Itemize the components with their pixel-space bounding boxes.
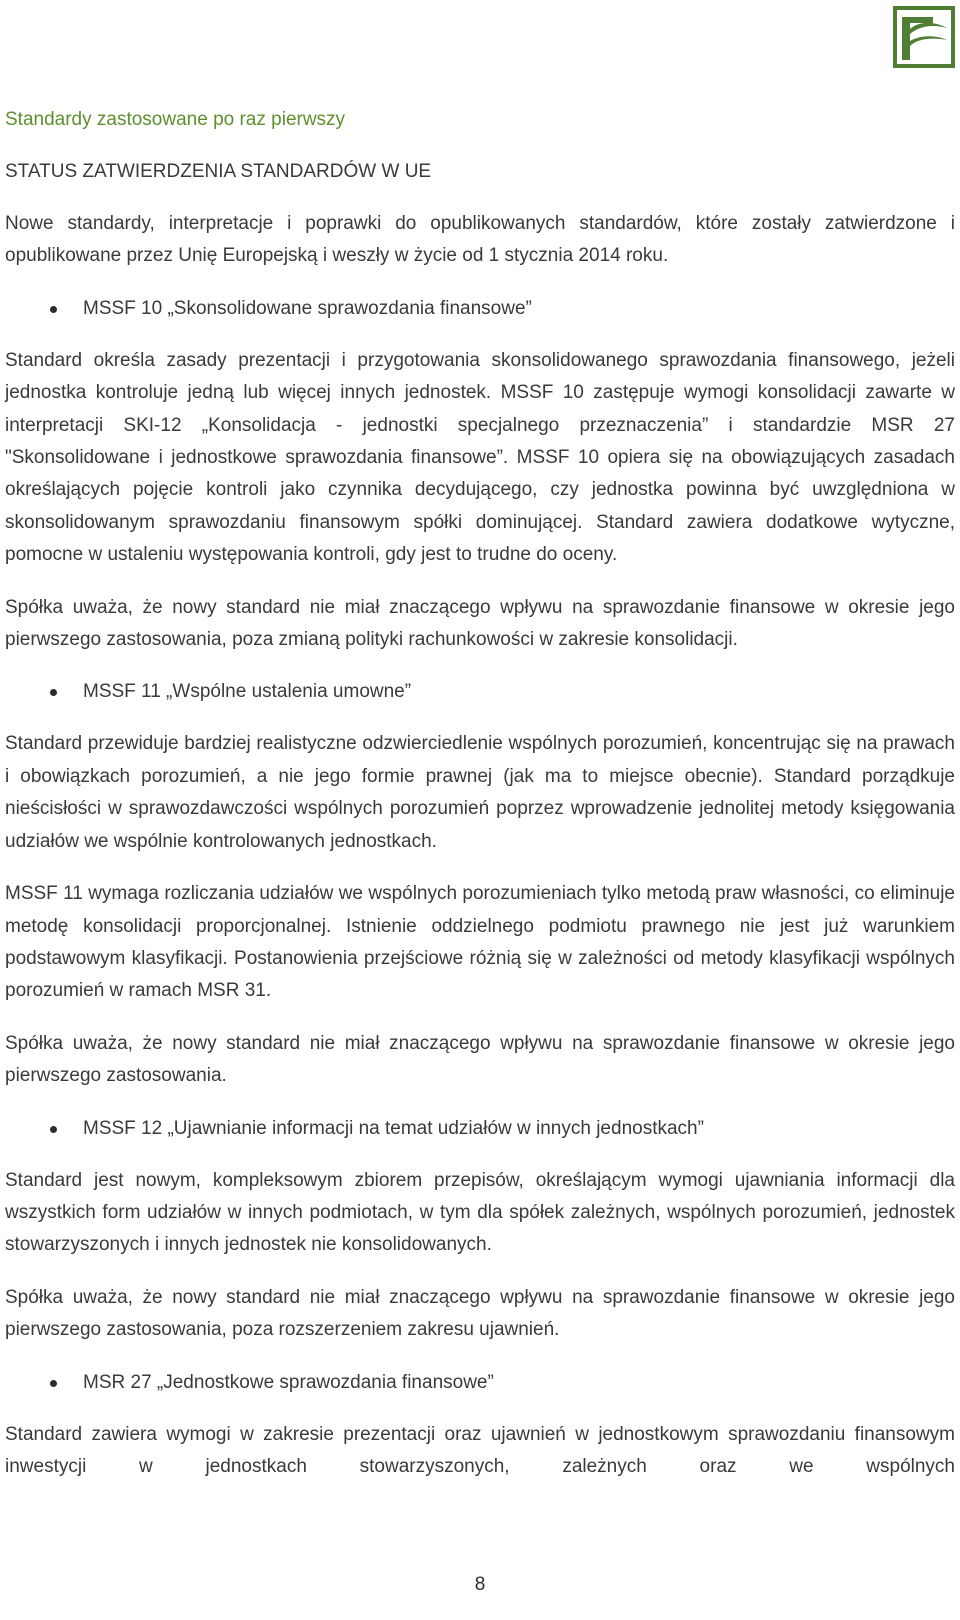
bullet-item-mssf11 [5,676,955,708]
bullet-icon [50,689,57,696]
paragraph: Spółka uważa, że nowy standard nie miał znaczącego wpływu na sprawozdanie finansowe w okresie jego pierwszego zastosowania. [5,1032,955,1087]
intro-paragraph: Nowe standardy, interpretacje i poprawki do opublikowanych standardów, które zostały zatwierdzone i opublikowane przez Unię Europejską i weszły w życie od 1 stycznia 2014 roku. [5,213,955,267]
bullet-icon [50,1126,57,1133]
bullet-icon [50,1380,57,1387]
bullet-label: MSSF 11 „Wspólne ustalenia umowne” [83,681,412,703]
bullet-label: MSR 27 „Jednostkowe sprawozdania finansowe” [83,1371,494,1393]
section-heading: Standardy zastosowane po raz pierwszy [5,109,346,130]
document-body [5,104,955,1503]
bullet-item-msr27 [5,1367,955,1399]
company-logo-icon [893,6,955,68]
paragraph: Spółka uważa, że nowy standard nie miał znaczącego wpływu na sprawozdanie finansowe w okresie jego pierwszego zastosowania, poza rozszerzeniem zakresu ujawnień. [5,1286,955,1341]
status-title: STATUS ZATWIERDZENIA STANDARDÓW W UE [5,161,432,182]
paragraph: Standard przewiduje bardziej realistyczne odzwierciedlenie wspólnych porozumień, koncentrując się na prawach i obowiązkach porozumień, a nie jego formie prawnej (jak ma to miejsce obecnie). Standard porządkuje nieścisłości w sprawozdawczości wspólnych porozumień poprzez wprowadzenie jednolitej metody księgowania udziałów we wspólnie kontrolowanych jednostkach. [5,733,955,852]
bullet-item-mssf10 [5,293,955,325]
bullet-icon [50,306,57,313]
paragraph: Standard określa zasady prezentacji i przygotowania skonsolidowanego sprawozdania finansowego, jeżeli jednostka kontroluje jedną lub więcej innych jednostek. MSSF 10 zastępuje wymogi konsolidacji zawarte w interpretacji SKI-12 „Konsolidacja - jednostki specjalnego przeznaczenia” i standardzie MSR 27 "Skonsolidowane i jednostkowe sprawozdania finansowe”. MSSF 10 opiera się na obowiązujących zasadach określających pojęcie kontroli jako czynnika decydującego, czy jednostka powinna być uwzględniona w skonsolidowanym sprawozdaniu finansowym spółki dominującej. Standard zawiera dodatkowe wytyczne, pomocne w ustaleniu występowania kontroli, gdy jest to trudne do oceny. [5,349,955,566]
bullet-item-mssf12 [5,1113,955,1145]
paragraph: Spółka uważa, że nowy standard nie miał znaczącego wpływu na sprawozdanie finansowe w okresie jego pierwszego zastosowania, poza zmianą polityki rachunkowości w zakresie konsolidacji. [5,596,955,651]
bullet-label: MSSF 12 „Ujawnianie informacji na temat udziałów w innych jednostkach” [83,1117,704,1139]
paragraph: Standard zawiera wymogi w zakresie prezentacji oraz ujawnień w jednostkowym sprawozdaniu finansowym inwestycji w jednostkach stowarzyszonych, zależnych oraz we wspólnych [5,1423,955,1477]
page-number: 8 [474,1574,486,1595]
paragraph: MSSF 11 wymaga rozliczania udziałów we wspólnych porozumieniach tylko metodą praw własności, co eliminuje metodę konsolidacji proporcjonalnej. Istnienie oddzielnego podmiotu prawnego nie jest już warunkiem podstawowym klasyfikacji. Postanowienia przejściowe różnią się w zależności od metody klasyfikacji wspólnych porozumień w ramach MSR 31. [5,883,955,1002]
paragraph: Standard jest nowym, kompleksowym zbiorem przepisów, określającym wymogi ujawniania informacji dla wszystkich form udziałów w innych podmiotach, w tym dla spółek zależnych, wspólnych porozumień, jednostek stowarzyszonych i innych jednostek nie konsolidowanych. [5,1169,955,1256]
bullet-label: MSSF 10 „Skonsolidowane sprawozdania finansowe” [83,297,532,319]
